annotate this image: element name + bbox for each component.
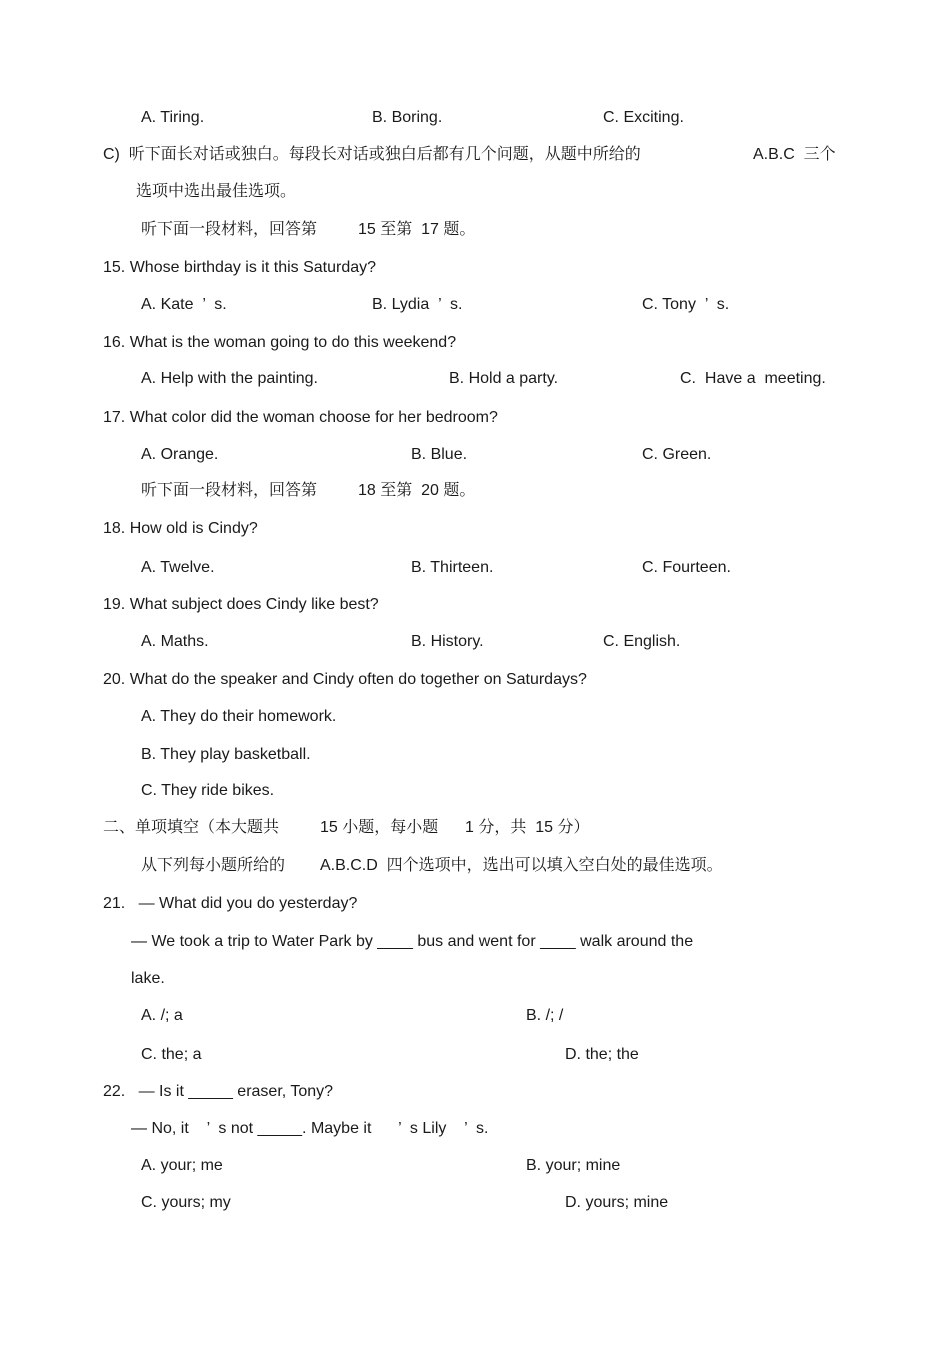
question-15: 15. Whose birthday is it this Saturday?: [103, 259, 377, 276]
option-14c: C. Exciting.: [603, 109, 684, 126]
section-2-heading-count: 15 小题，每小题: [320, 819, 439, 836]
option-15b: B. Lydia ’ s.: [372, 296, 463, 313]
option-16b: B. Hold a party.: [449, 370, 559, 387]
option-21b: B. /; /: [526, 1007, 564, 1024]
section-2-heading: 二、单项填空（本大题共: [103, 819, 280, 836]
option-22b: B. your; mine: [526, 1157, 621, 1174]
option-16c: C. Have a meeting.: [680, 370, 826, 387]
question-18: 18. How old is Cindy?: [103, 520, 258, 537]
question-22-line2: — No, it ’ s not _____. Maybe it ’ s Lily ’ s.: [131, 1120, 489, 1137]
option-17b: B. Blue.: [411, 446, 468, 463]
section-2-instruction: 从下列每小题所给的: [141, 857, 286, 874]
option-17c: C. Green.: [642, 446, 712, 463]
option-14a: A. Tiring.: [141, 109, 205, 126]
question-19: 19. What subject does Cindy like best?: [103, 596, 379, 613]
listening-instruction-15: 听下面一段材料，回答第: [141, 221, 318, 238]
option-22d: D. yours; mine: [565, 1194, 669, 1211]
question-22: 22. — Is it _____ eraser, Tony?: [103, 1083, 334, 1100]
option-15c: C. Tony ’ s.: [642, 296, 730, 313]
question-20: 20. What do the speaker and Cindy often do together on Saturdays?: [103, 671, 587, 688]
option-20c: C. They ride bikes.: [141, 782, 275, 799]
option-21c: C. the; a: [141, 1046, 202, 1063]
option-20a: A. They do their homework.: [141, 708, 337, 725]
section-c-instruction: C) 听下面长对话或独白。每段长对话或独白后都有几个问题，从题中所给的: [103, 146, 641, 163]
listening-instruction-15-range: 15 至第 17 题。: [358, 221, 476, 238]
question-21-line2: — We took a trip to Water Park by ____ bus and went for ____ walk around the: [131, 933, 694, 950]
question-21: 21. — What did you do yesterday?: [103, 895, 358, 912]
option-18c: C. Fourteen.: [642, 559, 731, 576]
option-22a: A. your; me: [141, 1157, 223, 1174]
section-c-instruction-options: A.B.C 三个: [753, 146, 836, 163]
question-16: 16. What is the woman going to do this weekend?: [103, 334, 457, 351]
option-18a: A. Twelve.: [141, 559, 215, 576]
question-21-line3: lake.: [131, 970, 165, 987]
listening-instruction-18-range: 18 至第 20 题。: [358, 482, 476, 499]
section-2-heading-score: 1 分，共 15 分）: [465, 819, 590, 836]
section-c-instruction-cont: 选项中选出最佳选项。: [136, 183, 297, 200]
option-22c: C. yours; my: [141, 1194, 231, 1211]
option-16a: A. Help with the painting.: [141, 370, 318, 387]
option-19a: A. Maths.: [141, 633, 209, 650]
option-21a: A. /; a: [141, 1007, 183, 1024]
option-15a: A. Kate ’ s.: [141, 296, 227, 313]
option-20b: B. They play basketball.: [141, 746, 311, 763]
option-19c: C. English.: [603, 633, 681, 650]
listening-instruction-18: 听下面一段材料，回答第: [141, 482, 318, 499]
option-18b: B. Thirteen.: [411, 559, 494, 576]
option-14b: B. Boring.: [372, 109, 443, 126]
option-19b: B. History.: [411, 633, 484, 650]
section-2-instruction-cont: A.B.C.D 四个选项中，选出可以填入空白处的最佳选项。: [320, 857, 723, 874]
option-17a: A. Orange.: [141, 446, 219, 463]
question-17: 17. What color did the woman choose for her bedroom?: [103, 409, 498, 426]
option-21d: D. the; the: [565, 1046, 639, 1063]
